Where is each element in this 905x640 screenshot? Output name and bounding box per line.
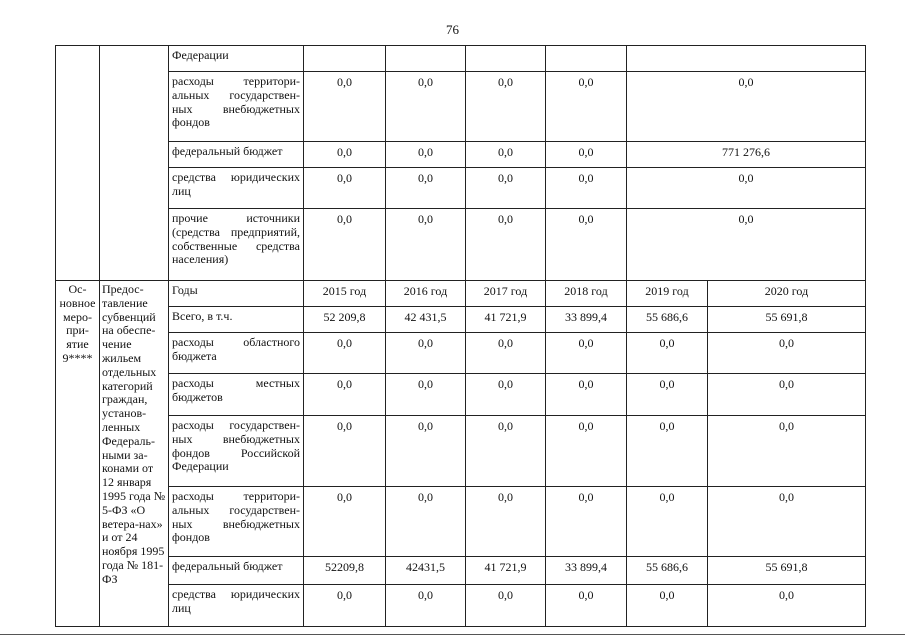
row-label: Федерации [169, 46, 304, 72]
table-row [56, 374, 866, 416]
table-row [56, 168, 866, 209]
table-cell: 52 209,8 [304, 307, 386, 333]
table-row [56, 585, 866, 627]
table-cell: 41 721,9 [466, 557, 546, 585]
table-cell: 0,0 [466, 72, 546, 142]
table-cell: 771 276,6 [627, 142, 866, 168]
row-label: расходы государствен-ных внебюджетных фондов Российской Федерации [169, 416, 304, 487]
table-cell: 0,0 [708, 585, 866, 627]
table-cell: 0,0 [304, 416, 386, 487]
table-cell [386, 46, 466, 72]
table-cell: 0,0 [546, 168, 627, 209]
row-label: Всего, в т.ч. [169, 307, 304, 333]
table-cell: 0,0 [466, 168, 546, 209]
table-row [56, 209, 866, 281]
table-cell: 0,0 [708, 333, 866, 374]
table-cell: 0,0 [627, 374, 708, 416]
table-cell [546, 46, 627, 72]
table-cell: 0,0 [708, 487, 866, 557]
table-cell: 0,0 [304, 168, 386, 209]
table-cell: 0,0 [546, 585, 627, 627]
year-header: 2019 год [627, 281, 708, 307]
table-row [56, 557, 866, 585]
table-cell: 0,0 [466, 585, 546, 627]
table-cell: 0,0 [386, 487, 466, 557]
table-row [56, 142, 866, 168]
year-header: 2016 год [386, 281, 466, 307]
table-cell: 55 686,6 [627, 307, 708, 333]
row-label: расходы территори-альных государствен-ных внебюджетных фондов [169, 72, 304, 142]
table-row [56, 46, 866, 72]
table-cell: 33 899,4 [546, 557, 627, 585]
table-cell: 0,0 [546, 72, 627, 142]
row-label: средства юридических лиц [169, 168, 304, 209]
row-label: расходы областного бюджета [169, 333, 304, 374]
table-cell: 0,0 [304, 333, 386, 374]
financing-table [55, 45, 866, 627]
table-cell: 0,0 [627, 209, 866, 281]
table-cell: 0,0 [546, 209, 627, 281]
table-cell: 0,0 [386, 416, 466, 487]
table-row [56, 333, 866, 374]
row-label: прочие источники (средства предприятий, собственные средства населения) [169, 209, 304, 281]
row-label: федеральный бюджет [169, 557, 304, 585]
table-cell: 0,0 [708, 416, 866, 487]
table-row [56, 307, 866, 333]
table-cell: 0,0 [466, 209, 546, 281]
table-cell: 0,0 [386, 585, 466, 627]
table-cell: 0,0 [627, 333, 708, 374]
table-cell: 33 899,4 [546, 307, 627, 333]
page-number: 76 [446, 22, 459, 37]
table-cell: 0,0 [386, 333, 466, 374]
table-cell: 0,0 [304, 142, 386, 168]
table-cell: 0,0 [546, 374, 627, 416]
table-cell: 41 721,9 [466, 307, 546, 333]
table-cell: 0,0 [708, 374, 866, 416]
table-row [56, 416, 866, 487]
table-row [56, 281, 866, 307]
table-cell: 52209,8 [304, 557, 386, 585]
table-cell: 0,0 [466, 333, 546, 374]
table-cell: 0,0 [386, 209, 466, 281]
table-cell: 42431,5 [386, 557, 466, 585]
year-header: 2020 год [708, 281, 866, 307]
row-label: средства юридических лиц [169, 585, 304, 627]
table-cell: 0,0 [304, 374, 386, 416]
continuation-description-cell [100, 46, 169, 281]
main-event-description: Предос-тавление субвенций на обеспе-чение жильем отдельных категорий граждан, установ-ленных Федераль-ными за-конами от 12 января 1995 года № 5-ФЗ «О ветера-нах» и от 24 ноября 1995 года № 181-ФЗ [100, 281, 169, 627]
table-cell: 0,0 [627, 416, 708, 487]
row-label: федеральный бюджет [169, 142, 304, 168]
table-cell: 0,0 [627, 585, 708, 627]
table-cell: 0,0 [386, 168, 466, 209]
table-cell: 0,0 [546, 416, 627, 487]
table-cell: 0,0 [466, 374, 546, 416]
table-cell: 0,0 [386, 142, 466, 168]
main-event-label: Ос-новное меро-при-ятие 9**** [56, 281, 100, 627]
year-header: 2015 год [304, 281, 386, 307]
table-cell: 0,0 [386, 374, 466, 416]
year-header: 2018 год [546, 281, 627, 307]
table-cell: 55 691,8 [708, 307, 866, 333]
table-cell: 0,0 [627, 72, 866, 142]
table-cell: 0,0 [304, 585, 386, 627]
year-header: 2017 год [466, 281, 546, 307]
continuation-event-cell [56, 46, 100, 281]
table-cell [627, 46, 866, 72]
table-cell: 0,0 [546, 142, 627, 168]
years-header-label: Годы [169, 281, 304, 307]
table-cell: 55 686,6 [627, 557, 708, 585]
table-cell: 0,0 [627, 487, 708, 557]
table-cell: 55 691,8 [708, 557, 866, 585]
table-cell: 0,0 [546, 333, 627, 374]
table-cell [466, 46, 546, 72]
table-cell: 0,0 [466, 487, 546, 557]
table-cell: 42 431,5 [386, 307, 466, 333]
table-cell: 0,0 [304, 487, 386, 557]
table-cell: 0,0 [546, 487, 627, 557]
table-cell: 0,0 [466, 416, 546, 487]
table-cell: 0,0 [304, 72, 386, 142]
table-row [56, 72, 866, 142]
row-label: расходы местных бюджетов [169, 374, 304, 416]
table-row [56, 487, 866, 557]
table-cell: 0,0 [304, 209, 386, 281]
table-cell [304, 46, 386, 72]
table-cell: 0,0 [627, 168, 866, 209]
row-label: расходы территори-альных государствен-ных внебюджетных фондов [169, 487, 304, 557]
bottom-rule [0, 634, 905, 635]
table-cell: 0,0 [466, 142, 546, 168]
table-cell: 0,0 [386, 72, 466, 142]
